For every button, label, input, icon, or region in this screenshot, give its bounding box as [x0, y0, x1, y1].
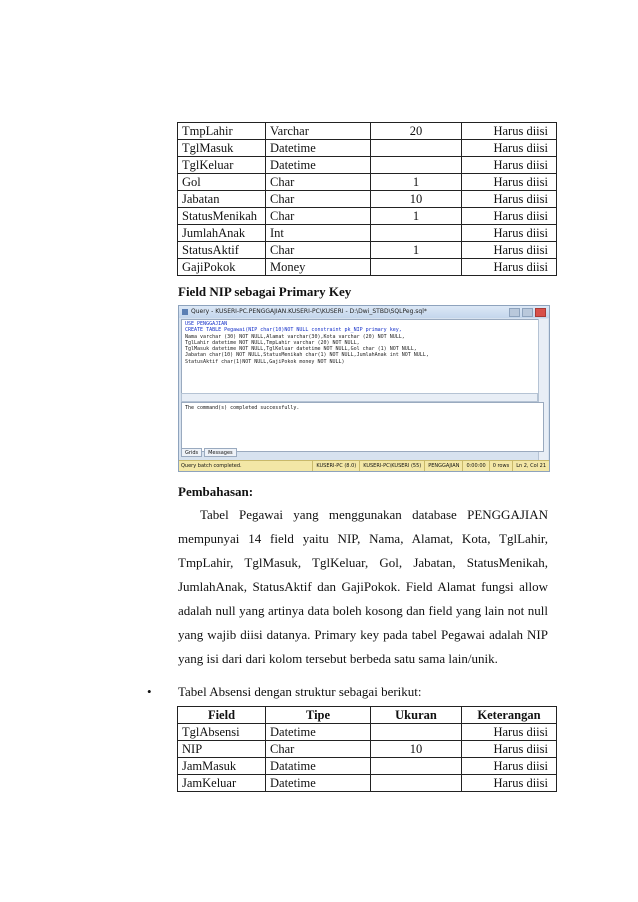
column-header: Field	[178, 707, 266, 724]
table-cell: 1	[371, 174, 462, 191]
table-cell: Char	[266, 741, 371, 758]
table-cell: Harus diisi	[462, 123, 557, 140]
table-cell: 1	[371, 208, 462, 225]
table-cell	[371, 259, 462, 276]
table-cell: Harus diisi	[462, 140, 557, 157]
table-absensi	[177, 706, 557, 792]
code-line: USE PENGGAJIAN	[185, 321, 228, 327]
table-cell: Datetime	[266, 724, 371, 741]
code-line: TglLahir datetime NOT NULL,TmpLahir varchar (20) NOT NULL,	[185, 339, 360, 346]
code-line: Jabatan char(10) NOT NULL,StatusMenikah char(1) NOT NULL,JumlahAnak int NOT NULL,	[185, 352, 429, 359]
table-cell: StatusAktif	[178, 242, 266, 259]
table-row	[178, 259, 557, 276]
table-cell: TglMasuk	[178, 140, 266, 157]
table-cell	[371, 140, 462, 157]
table-row	[178, 242, 557, 259]
result-message: The command(s) completed successfully.	[185, 405, 300, 411]
table-row	[178, 123, 557, 140]
table-cell: Harus diisi	[462, 259, 557, 276]
table-cell: 10	[371, 191, 462, 208]
table-cell	[371, 775, 462, 792]
tab-grids: Grids	[181, 448, 202, 457]
horizontal-scrollbar	[181, 393, 538, 402]
discussion-paragraph	[178, 503, 548, 671]
table-cell: Money	[266, 259, 371, 276]
code-line: StatusAktif char(1)NOT NULL,GajiPokok money NOT NULL)	[185, 358, 345, 365]
table-cell: JamKeluar	[178, 775, 266, 792]
table-cell: Char	[266, 174, 371, 191]
status-segment: PENGGAJIAN	[424, 461, 462, 471]
table-row	[178, 741, 557, 758]
table-cell: Harus diisi	[462, 758, 557, 775]
table-cell: Int	[266, 225, 371, 242]
bullet-icon: •	[147, 684, 152, 699]
code-line: Nama varchar (30) NOT NULL,Alamat varchar(30),Kota varchar (20) NOT NULL,	[185, 333, 405, 340]
table-cell: Datetime	[266, 157, 371, 174]
table-cell: Datetime	[266, 775, 371, 792]
table-cell: GajiPokok	[178, 259, 266, 276]
table-cell: Varchar	[266, 123, 371, 140]
table-row	[178, 208, 557, 225]
table-cell: TmpLahir	[178, 123, 266, 140]
table-cell: Char	[266, 208, 371, 225]
app-icon	[182, 309, 188, 315]
caption-primary-key: Field NIP sebagai Primary Key	[178, 284, 352, 299]
table-cell: Harus diisi	[462, 741, 557, 758]
table-cell: 1	[371, 242, 462, 259]
code-line: CREATE TABLE Pegawai(NIP char(10)NOT NULL constraint pk_NIP primary key,	[185, 327, 402, 334]
table-cell: Harus diisi	[462, 724, 557, 741]
table-cell	[371, 225, 462, 242]
table-cell: Char	[266, 242, 371, 259]
table-row	[178, 724, 557, 741]
table-cell: JumlahAnak	[178, 225, 266, 242]
table-cell	[371, 157, 462, 174]
table-cell: Harus diisi	[462, 174, 557, 191]
maximize-icon	[522, 308, 533, 317]
table-cell	[371, 758, 462, 775]
sql-query-screenshot	[178, 305, 550, 472]
status-segment: KUSERI-PC (8.0)	[312, 461, 359, 471]
result-tabs	[181, 448, 237, 457]
status-bar	[179, 460, 549, 471]
table-row	[178, 225, 557, 242]
table-cell: 20	[371, 123, 462, 140]
code-line: TglMasuk datetime NOT NULL,TglKeluar datetime NOT NULL,Gol char (1) NOT NULL,	[185, 346, 417, 353]
table-cell: Jabatan	[178, 191, 266, 208]
column-header: Keterangan	[462, 707, 557, 724]
bullet-text: Tabel Absensi dengan struktur sebagai berikut:	[178, 684, 422, 699]
table-cell: Datatime	[266, 758, 371, 775]
paragraph-text: Tabel Pegawai yang menggunakan database PENGGAJIAN mempunyai 14 field yaitu NIP, Nama, Alamat, Kota, TglLahir, TmpLahir, TglMasuk, TglKeluar, Gol, Jabatan, StatusMenikah, JumlahAnak, StatusAktif dan GajiPokok. Field Alamat fungsi allow adalah null yang artinya data boleh kosong dan field yang lain not null yang wajib diisi datanya. Primary key pada tabel Pegawai adalah NIP yang isi dari dari kolom tersebut berbeda satu sama lain/unik.	[178, 507, 548, 666]
table-cell: Harus diisi	[462, 225, 557, 242]
table-cell: Harus diisi	[462, 191, 557, 208]
column-header: Ukuran	[371, 707, 462, 724]
table-row	[178, 191, 557, 208]
table-row	[178, 174, 557, 191]
table-cell: Datetime	[266, 140, 371, 157]
table-cell: Harus diisi	[462, 157, 557, 174]
table-pegawai-continued	[177, 122, 557, 276]
column-header: Tipe	[266, 707, 371, 724]
table-cell: JamMasuk	[178, 758, 266, 775]
screenshot-title: Query - KUSERI-PC.PENGGAJIAN.KUSERI-PC\KUSERI - D:\Dwi_STBD\SQLPeg.sql*	[191, 308, 427, 315]
section-heading: Pembahasan:	[178, 484, 254, 499]
minimize-icon	[509, 308, 520, 317]
table-cell: TglAbsensi	[178, 724, 266, 741]
table-cell: Gol	[178, 174, 266, 191]
status-segment: Ln 2, Col 21	[512, 461, 549, 471]
status-segment: 0 rows	[489, 461, 512, 471]
table-cell: Char	[266, 191, 371, 208]
table-cell: 10	[371, 741, 462, 758]
close-icon	[535, 308, 546, 317]
table-cell: Harus diisi	[462, 242, 557, 259]
table-row	[178, 140, 557, 157]
table-cell: Harus diisi	[462, 775, 557, 792]
status-segment: 0:00:00	[462, 461, 488, 471]
table-cell: NIP	[178, 741, 266, 758]
table-cell: Harus diisi	[462, 208, 557, 225]
table-row	[178, 775, 557, 792]
table-cell: TglKeluar	[178, 157, 266, 174]
table-cell: StatusMenikah	[178, 208, 266, 225]
table-row	[178, 157, 557, 174]
sql-editor	[181, 319, 544, 395]
tab-messages: Messages	[204, 448, 237, 457]
status-text: Query batch completed.	[181, 463, 242, 469]
table-cell	[371, 724, 462, 741]
status-segment: KUSERI-PC\KUSERI (55)	[359, 461, 424, 471]
table-row	[178, 758, 557, 775]
screenshot-title-bar	[179, 306, 549, 318]
messages-pane	[181, 402, 544, 452]
